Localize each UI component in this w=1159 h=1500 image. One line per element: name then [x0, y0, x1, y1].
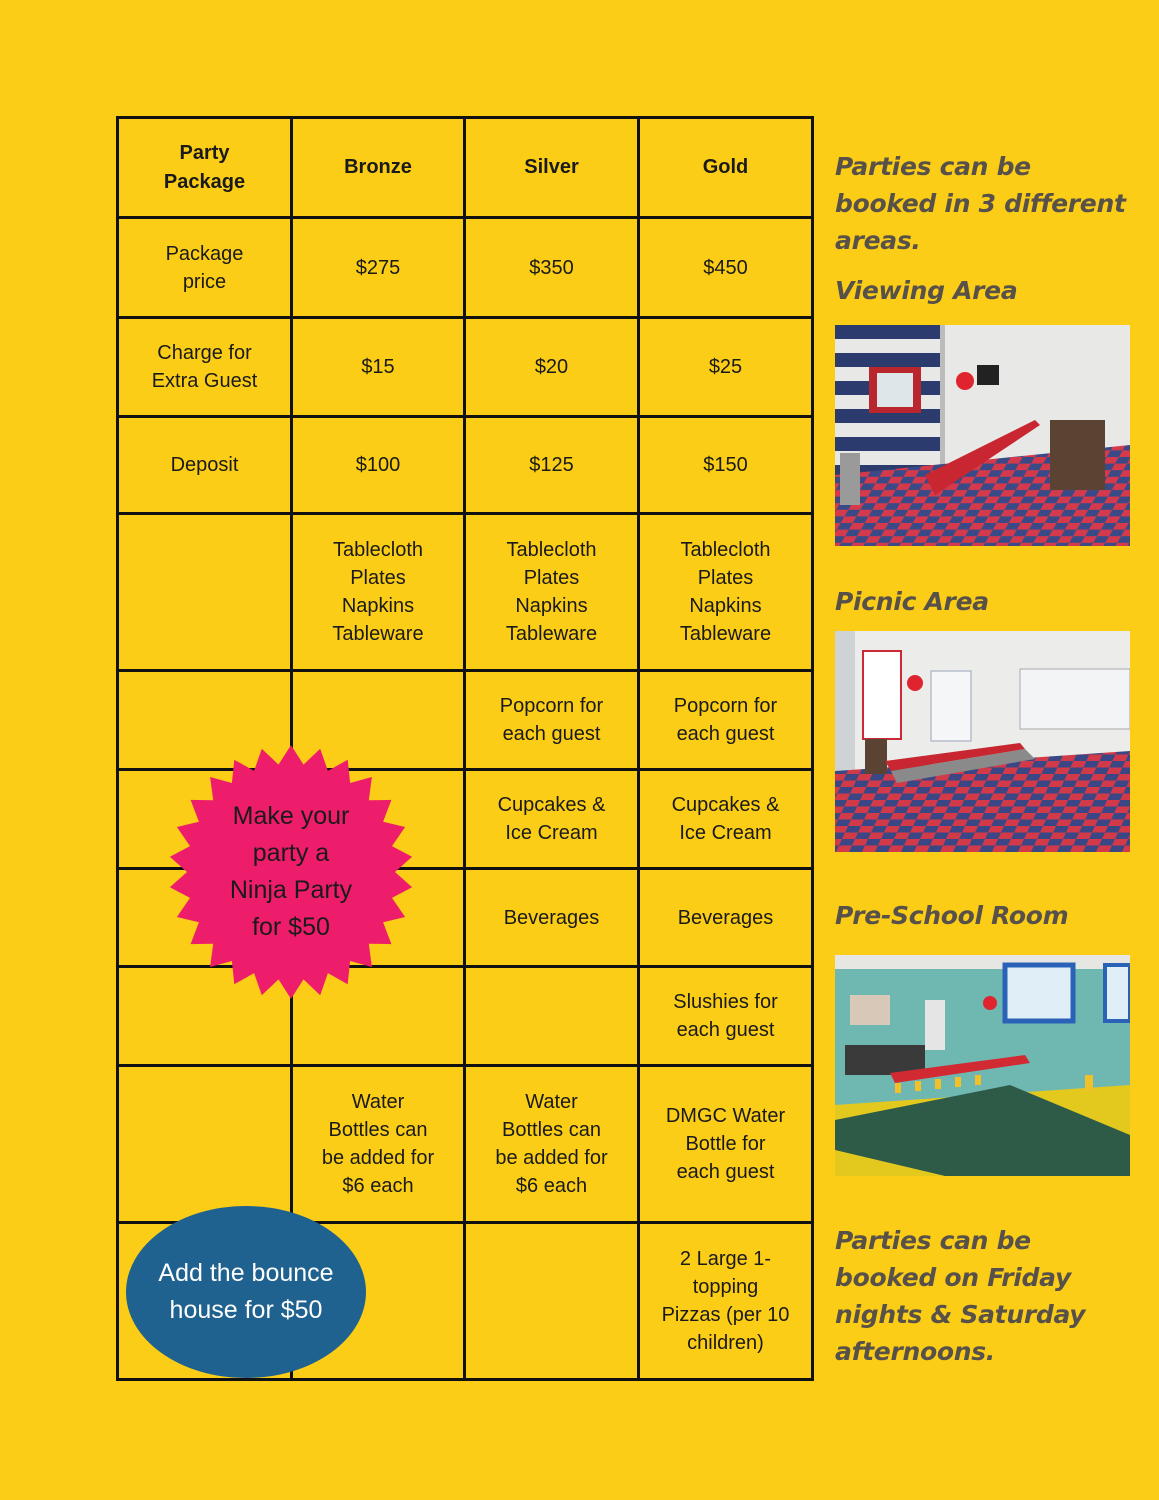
header-silver: Silver	[465, 118, 639, 218]
cell-gold: $150	[639, 417, 813, 514]
header-bronze: Bronze	[292, 118, 465, 218]
picnic-area-photo-icon	[835, 631, 1130, 852]
cell-bronze: Water Bottles can be added for $6 each	[292, 1066, 465, 1223]
cell-gold: $450	[639, 218, 813, 318]
cell-silver	[465, 1223, 639, 1380]
preschool-room-photo	[835, 955, 1130, 1176]
row-label	[118, 1066, 292, 1223]
viewing-area-photo	[835, 325, 1130, 546]
cell-bronze: Tablecloth Plates Napkins Tableware	[292, 514, 465, 671]
header-party-package: Party Package	[118, 118, 292, 218]
table-header-row	[118, 118, 813, 218]
cell-gold: Cupcakes & Ice Cream	[639, 770, 813, 869]
cell-gold: Slushies for each guest	[639, 967, 813, 1066]
viewing-area-photo-icon	[835, 325, 1130, 546]
table-row-tableware	[118, 514, 813, 671]
cell-bronze: $275	[292, 218, 465, 318]
bounce-house-badge: Add the bounce house for $50	[126, 1206, 366, 1378]
areas-intro-text: Parties can be booked in 3 different areas.	[835, 152, 1126, 255]
cell-silver: $20	[465, 318, 639, 417]
cell-silver: $350	[465, 218, 639, 318]
cell-silver: Water Bottles can be added for $6 each	[465, 1066, 639, 1223]
table-row-extra-guest	[118, 318, 813, 417]
ninja-party-badge	[168, 744, 414, 1000]
table-row-deposit	[118, 417, 813, 514]
viewing-area-heading: Viewing Area	[835, 276, 1018, 305]
cell-silver: Tablecloth Plates Napkins Tableware	[465, 514, 639, 671]
cell-silver: Beverages	[465, 869, 639, 967]
preschool-room-photo-icon	[835, 955, 1130, 1176]
header-gold: Gold	[639, 118, 813, 218]
cell-gold: $25	[639, 318, 813, 417]
table-row-package-price	[118, 218, 813, 318]
row-label: Deposit	[118, 417, 292, 514]
row-label	[118, 514, 292, 671]
cell-silver: Popcorn for each guest	[465, 671, 639, 770]
preschool-room-heading: Pre-School Room	[835, 901, 1069, 930]
cell-bronze: $15	[292, 318, 465, 417]
table-row-water-bottles	[118, 1066, 813, 1223]
ninja-party-text: Make your party a Ninja Party for $50	[229, 802, 353, 941]
picnic-area-heading: Picnic Area	[835, 587, 989, 616]
cell-gold: Beverages	[639, 869, 813, 967]
row-label: Charge for Extra Guest	[118, 318, 292, 417]
cell-silver: Cupcakes & Ice Cream	[465, 770, 639, 869]
cell-gold: Tablecloth Plates Napkins Tableware	[639, 514, 813, 671]
cell-gold: DMGC Water Bottle for each guest	[639, 1066, 813, 1223]
cell-gold: 2 Large 1- topping Pizzas (per 10 children)	[639, 1223, 813, 1380]
cell-silver: $125	[465, 417, 639, 514]
cell-silver	[465, 967, 639, 1066]
row-label: Package price	[118, 218, 292, 318]
cell-bronze: $100	[292, 417, 465, 514]
picnic-area-photo	[835, 631, 1130, 852]
booking-times-text: Parties can be booked on Friday nights & Saturday afternoons.	[835, 1226, 1086, 1366]
cell-gold: Popcorn for each guest	[639, 671, 813, 770]
